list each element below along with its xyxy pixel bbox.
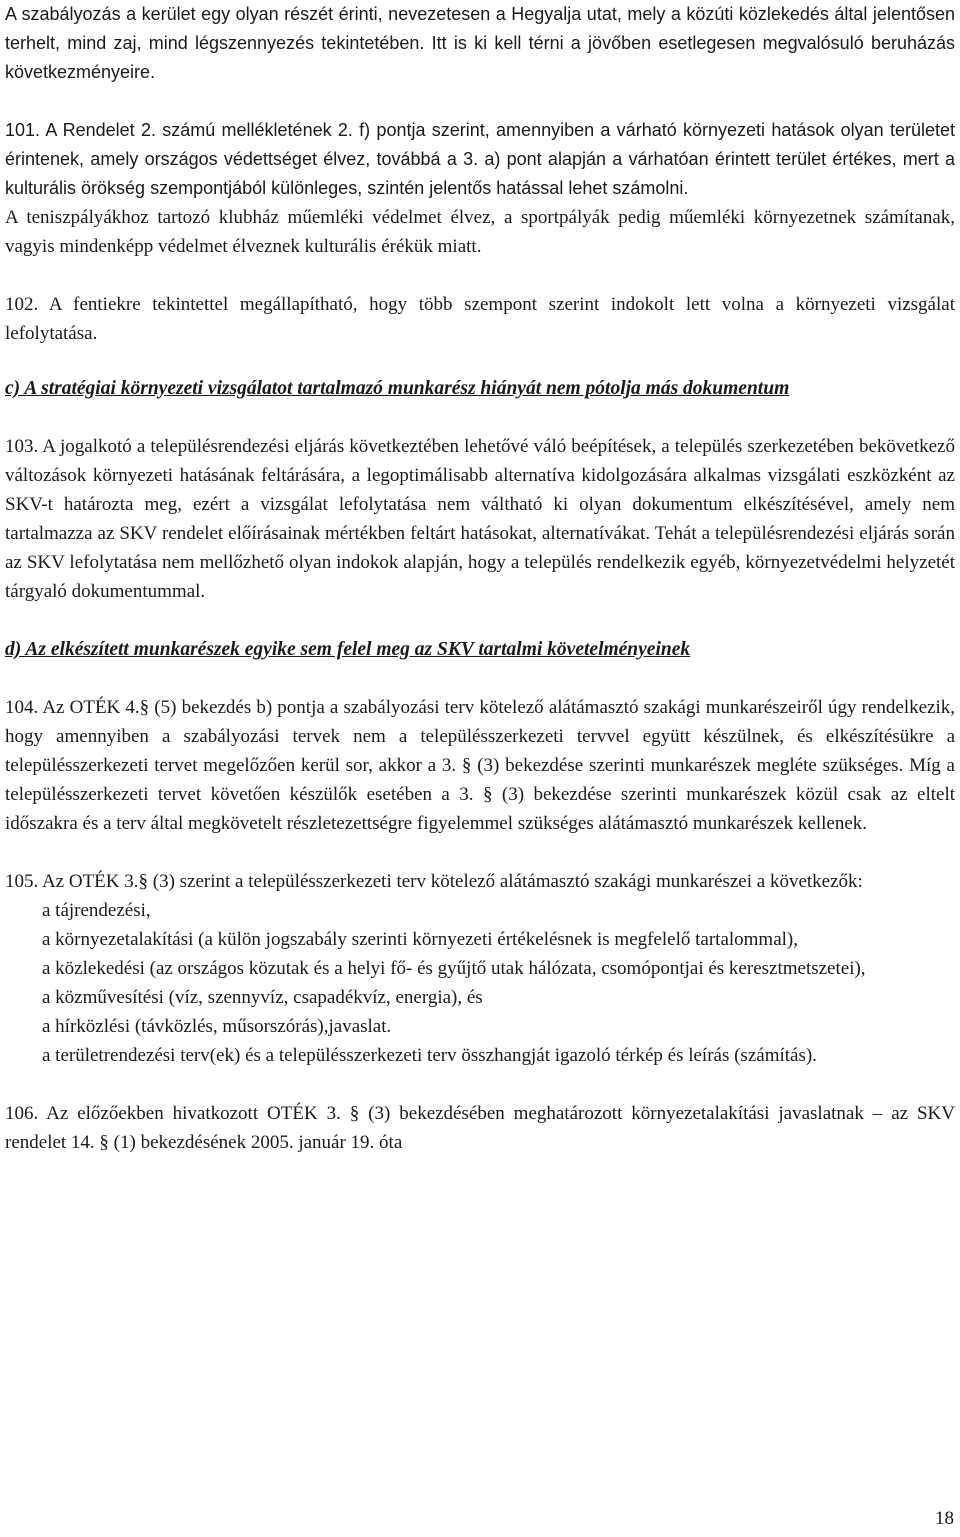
spacer xyxy=(5,348,955,374)
paragraph-101-continued: A teniszpályákhoz tartozó klubház műemléki védelmet élvez, a sportpályák pedig műemléki környezetnek számítanak, vagyis mindenképp védelmet élveznek kulturális érékük miatt. xyxy=(5,207,955,257)
list-item: a közlekedési (az országos közutak és a helyi fő- és gyűjtő utak hálózata, csomópontjai és keresztmetszetei), xyxy=(42,958,866,979)
list-item: a tájrendezési, xyxy=(42,900,151,921)
paragraph-105: 105. Az OTÉK 3.§ (3) szerint a településszerkezeti terv kötelező alátámasztó szakági munkarészei a következők: xyxy=(5,871,863,892)
paragraph-103: 103. A jogalkotó a településrendezési eljárás következtében lehetővé váló beépítések, a település szerkezetében bekövetkező változások környezeti hatásának feltárására, a legoptimálisabb alternatíva kidolgozására alkalmas vizsgálati eszközként az SKV-t határozta meg, ezért a vizsgálat lefolytatása nem váltható ki olyan dokumentum elkészítésével, amely nem tartalmazza az SKV rendelet előírásainak mértékben feltárt hatásokat, alternatívákat. Tehát a településrendezési eljárás során az SKV lefolytatása nem mellőzhető olyan indokok alapján, hogy a település rendelkezik egyéb, környezetvédelmi helyzetét tárgyaló dokumentummal. xyxy=(5,436,955,602)
section-heading-c: c) A stratégiai környezeti vizsgálatot tartalmazó munkarész hiányát nem pótolja más dokumentum xyxy=(5,378,790,399)
list-item: a környezetalakítási (a külön jogszabály szerinti környezeti értékelésnek is megfelelő tartalommal), xyxy=(42,929,799,950)
list-item: a hírközlési (távközlés, műsorszórás),javaslat. xyxy=(42,1016,392,1037)
paragraph-104: 104. Az OTÉK 4.§ (5) bekezdés b) pontja a szabályozási terv kötelező alátámasztó szakági munkarészeiről úgy rendelkezik, hogy amennyiben a szabályozási tervek nem a településszerkezeti tervvel együtt készülnek, és elkészítésükre a településszerkezeti tervet megelőzően kerül sor, akkor a 3. § (3) bekezdése szerinti munkarészek megléte szükséges. Míg a településszerkezeti tervet követően készülők esetében a 3. § (3) bekezdése szerinti munkarészek közül csak az eltelt időszakra és a terv által megkövetelt részletezettségre figyelemmel szükséges alátámasztó munkarészek kellenek. xyxy=(5,697,955,834)
spacer xyxy=(5,87,955,116)
paragraph-106: 106. Az előzőekben hivatkozott OTÉK 3. § (3) bekezdésében meghatározott környezetalakítási javaslatnak – az SKV rendelet 14. § (1) bekezdésének 2005. január 19. óta xyxy=(5,1103,955,1153)
spacer xyxy=(5,606,955,635)
document-page xyxy=(5,0,955,1157)
spacer xyxy=(5,403,955,432)
spacer xyxy=(5,838,955,867)
spacer xyxy=(5,261,955,290)
paragraph-101: 101. A Rendelet 2. számú mellékletének 2. f) pontja szerint, amennyiben a várható környezeti hatások olyan területet érintenek, amely országos védettséget élvez, továbbá a 3. a) pont alapján a várhatóan érintett terület értékes, mert a kulturális örökség szempontjából különleges, szintén jelentős hatással lehet számolni. xyxy=(5,120,955,198)
paragraph-102: 102. A fentiekre tekintettel megállapítható, hogy több szempont szerint indokolt lett volna a környezeti vizsgálat lefolytatása. xyxy=(5,294,955,344)
intro-paragraph: A szabályozás a kerület egy olyan részét érinti, nevezetesen a Hegyalja utat, mely a közúti közlekedés által jelentősen terhelt, mind zaj, mind légszennyezés tekintetében. Itt is ki kell térni a jövőben esetlegesen megvalósuló beruházás következményeire. xyxy=(5,4,955,82)
list-item: a közművesítési (víz, szennyvíz, csapadékvíz, energia), és xyxy=(42,987,483,1008)
spacer xyxy=(5,664,955,693)
requirements-list xyxy=(5,896,955,1070)
section-heading-d: d) Az elkészített munkarészek egyike sem felel meg az SKV tartalmi követelményeinek xyxy=(5,639,691,660)
page-number: 18 xyxy=(935,1508,954,1529)
spacer xyxy=(5,1070,955,1099)
list-item: a területrendezési terv(ek) és a településszerkezeti terv összhangját igazoló térkép és leírás (számítás). xyxy=(42,1045,817,1066)
